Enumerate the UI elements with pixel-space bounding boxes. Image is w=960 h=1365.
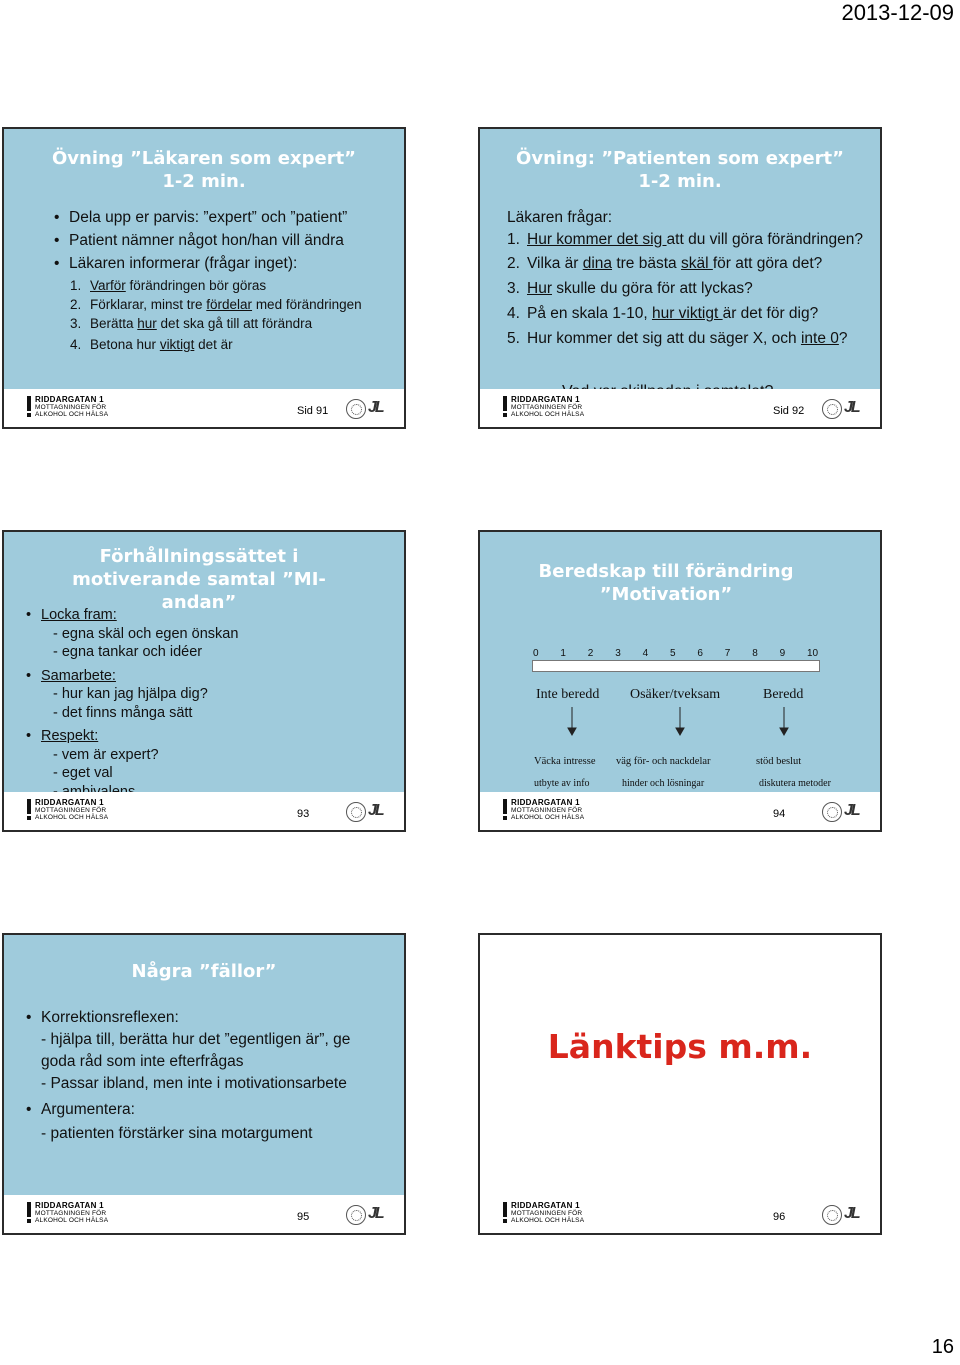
slide-content (480, 532, 880, 794)
seal-icon (346, 1205, 366, 1225)
slide-content (4, 129, 404, 391)
slide-body: • Korrektionsreflexen: - hjälpa till, berätta hur det ”egentligen är”, ge goda råd som inte efterfrågas - Passar ibland, men inte i motivationsarbete • Argumentera: - patienten förstärker sina motargument (26, 1007, 386, 1145)
slide-number: Sid 92 (773, 405, 805, 417)
scale-number: 10 (807, 648, 819, 659)
slide-title: Några ”fällor” (131, 961, 277, 982)
jl-logo-icon: JL (844, 1205, 859, 1222)
seal-icon (822, 1205, 842, 1225)
slide-body (54, 206, 394, 354)
intro-text: Läkaren frågar: (507, 209, 613, 226)
bullet: • Patient nämner något hon/han vill ändra (54, 229, 394, 252)
list-item: 2. Förklarar, minst tre fördelar med förändringen (70, 297, 362, 312)
slide-footer (480, 792, 880, 830)
slide-93 (2, 530, 406, 832)
bullet: • Locka fram: (26, 606, 386, 625)
scale-number: 8 (752, 648, 758, 659)
exclamation-icon (502, 799, 508, 821)
slide-94 (478, 530, 882, 832)
arrows (480, 532, 880, 794)
bullet: • Argumentera: (26, 1099, 386, 1121)
list-item: 1. Varför förändringen bör göras (70, 278, 267, 293)
bullet: • Läkaren informerar (frågar inget): (54, 252, 394, 275)
seal-icon (346, 802, 366, 822)
slide-footer (4, 792, 404, 830)
scale-number: 9 (779, 648, 786, 659)
bullet: • Samarbete: (26, 667, 386, 686)
slide-content (4, 532, 404, 794)
label-not-ready: Inte beredd (536, 687, 600, 702)
exclamation-icon (26, 396, 32, 418)
exclamation-icon (26, 1202, 32, 1224)
slide-content (480, 129, 880, 391)
scale-number: 3 (615, 648, 621, 659)
list-item: 3. Hur skulle du göra för att lyckas? (507, 280, 753, 297)
slide-title: Förhållningssättet i motiverande samtal ”MI-andan” (72, 546, 326, 613)
slide-number: 93 (297, 808, 310, 820)
jl-logo-icon: JL (368, 802, 383, 819)
slide-92 (478, 127, 882, 429)
jl-logo-icon: JL (844, 399, 859, 416)
slide-title: Övning: ”Patienten som expert” 1-2 min. (516, 148, 844, 192)
bullet: • Respekt: (26, 727, 386, 746)
jl-logo-icon: JL (844, 802, 859, 819)
row2-right: diskutera metoder (759, 778, 831, 789)
list-item: 4. Betona hur viktigt det är (70, 337, 233, 352)
slide-91 (2, 127, 406, 429)
clinic-logo: RIDDARGATAN 1 MOTTAGNINGEN FÖR ALKOHOL OCH HÄLSA (26, 395, 116, 421)
exclamation-icon (502, 396, 508, 418)
scale-number: 4 (642, 648, 649, 659)
scale-number: 6 (697, 648, 703, 659)
row1-mid: väg för- och nackdelar (616, 756, 711, 767)
slide-number: 95 (297, 1211, 310, 1223)
clinic-logo: RIDDARGATAN 1 MOTTAGNINGEN FÖR ALKOHOL OCH HÄLSA (502, 1201, 592, 1227)
seal-icon (822, 802, 842, 822)
slide-footer (4, 389, 404, 427)
jl-logo-icon: JL (368, 1205, 383, 1222)
document-date: 2013-12-09 (841, 0, 954, 25)
scale-number: 0 (533, 648, 539, 659)
row2-left: utbyte av info (534, 778, 590, 789)
jl-logo-icon: JL (368, 399, 383, 416)
slide-95 (2, 933, 406, 1235)
list-item: 4. På en skala 1-10, hur viktigt är det för dig? (507, 305, 819, 322)
clinic-logo: RIDDARGATAN 1 MOTTAGNINGEN FÖR ALKOHOL OCH HÄLSA (502, 798, 592, 824)
slide-footer (4, 1195, 404, 1233)
exclamation-icon (502, 1202, 508, 1224)
slide-title: Länktips m.m. (547, 1027, 813, 1066)
list-item: 1. Hur kommer det sig att du vill göra förändringen? (507, 231, 864, 248)
slide-body (507, 206, 877, 350)
list-item: 2. Vilka är dina tre bästa skäl för att göra det? (507, 255, 823, 272)
list-item: 3. Berätta hur det ska gå till att förändra (70, 316, 313, 331)
label-uncertain: Osäker/tveksam (630, 687, 721, 702)
exclamation-icon (26, 799, 32, 821)
seal-icon (822, 399, 842, 419)
page-number: 16 (931, 1336, 954, 1358)
slide-96 (478, 933, 882, 1235)
slide-footer (480, 1195, 880, 1233)
slide-title: Övning ”Läkaren som expert” 1-2 min. (51, 148, 357, 192)
clinic-logo: RIDDARGATAN 1 MOTTAGNINGEN FÖR ALKOHOL OCH HÄLSA (26, 798, 116, 824)
slide-content (480, 935, 880, 1197)
slide-body: • Locka fram: - egna skäl och egen önskan - egna tankar och idéer • Samarbete: - hur kan jag hjälpa dig? - det finns många sätt • Respekt: - vem är expert? - eget val (26, 606, 386, 801)
scale-number: 7 (724, 648, 731, 659)
bullet: • Dela upp er parvis: ”expert” och ”patient” (54, 206, 394, 229)
seal-icon (346, 399, 366, 419)
slide-number: 94 (773, 808, 786, 820)
label-ready: Beredd (763, 687, 804, 702)
scale-number: 1 (560, 648, 566, 659)
slide-title: Beredskap till förändring ”Motivation” (538, 561, 794, 605)
scale-number: 2 (587, 648, 594, 659)
row1-left: Väcka intresse (534, 756, 596, 767)
list-item: 5. Hur kommer det sig att du säger X, och inte 0? (507, 330, 848, 347)
clinic-logo: RIDDARGATAN 1 MOTTAGNINGEN FÖR ALKOHOL OCH HÄLSA (26, 1201, 116, 1227)
slide-footer (480, 389, 880, 427)
scale-number: 5 (670, 648, 676, 659)
clinic-logo: RIDDARGATAN 1 MOTTAGNINGEN FÖR ALKOHOL OCH HÄLSA (502, 395, 592, 421)
slide-number: Sid 91 (297, 405, 329, 417)
row2-mid: hinder och lösningar (622, 778, 705, 789)
row1-right: stöd beslut (756, 756, 802, 767)
bullet: • Korrektionsreflexen: (26, 1007, 386, 1029)
slide-content (4, 935, 404, 1197)
slide-number: 96 (773, 1211, 786, 1223)
